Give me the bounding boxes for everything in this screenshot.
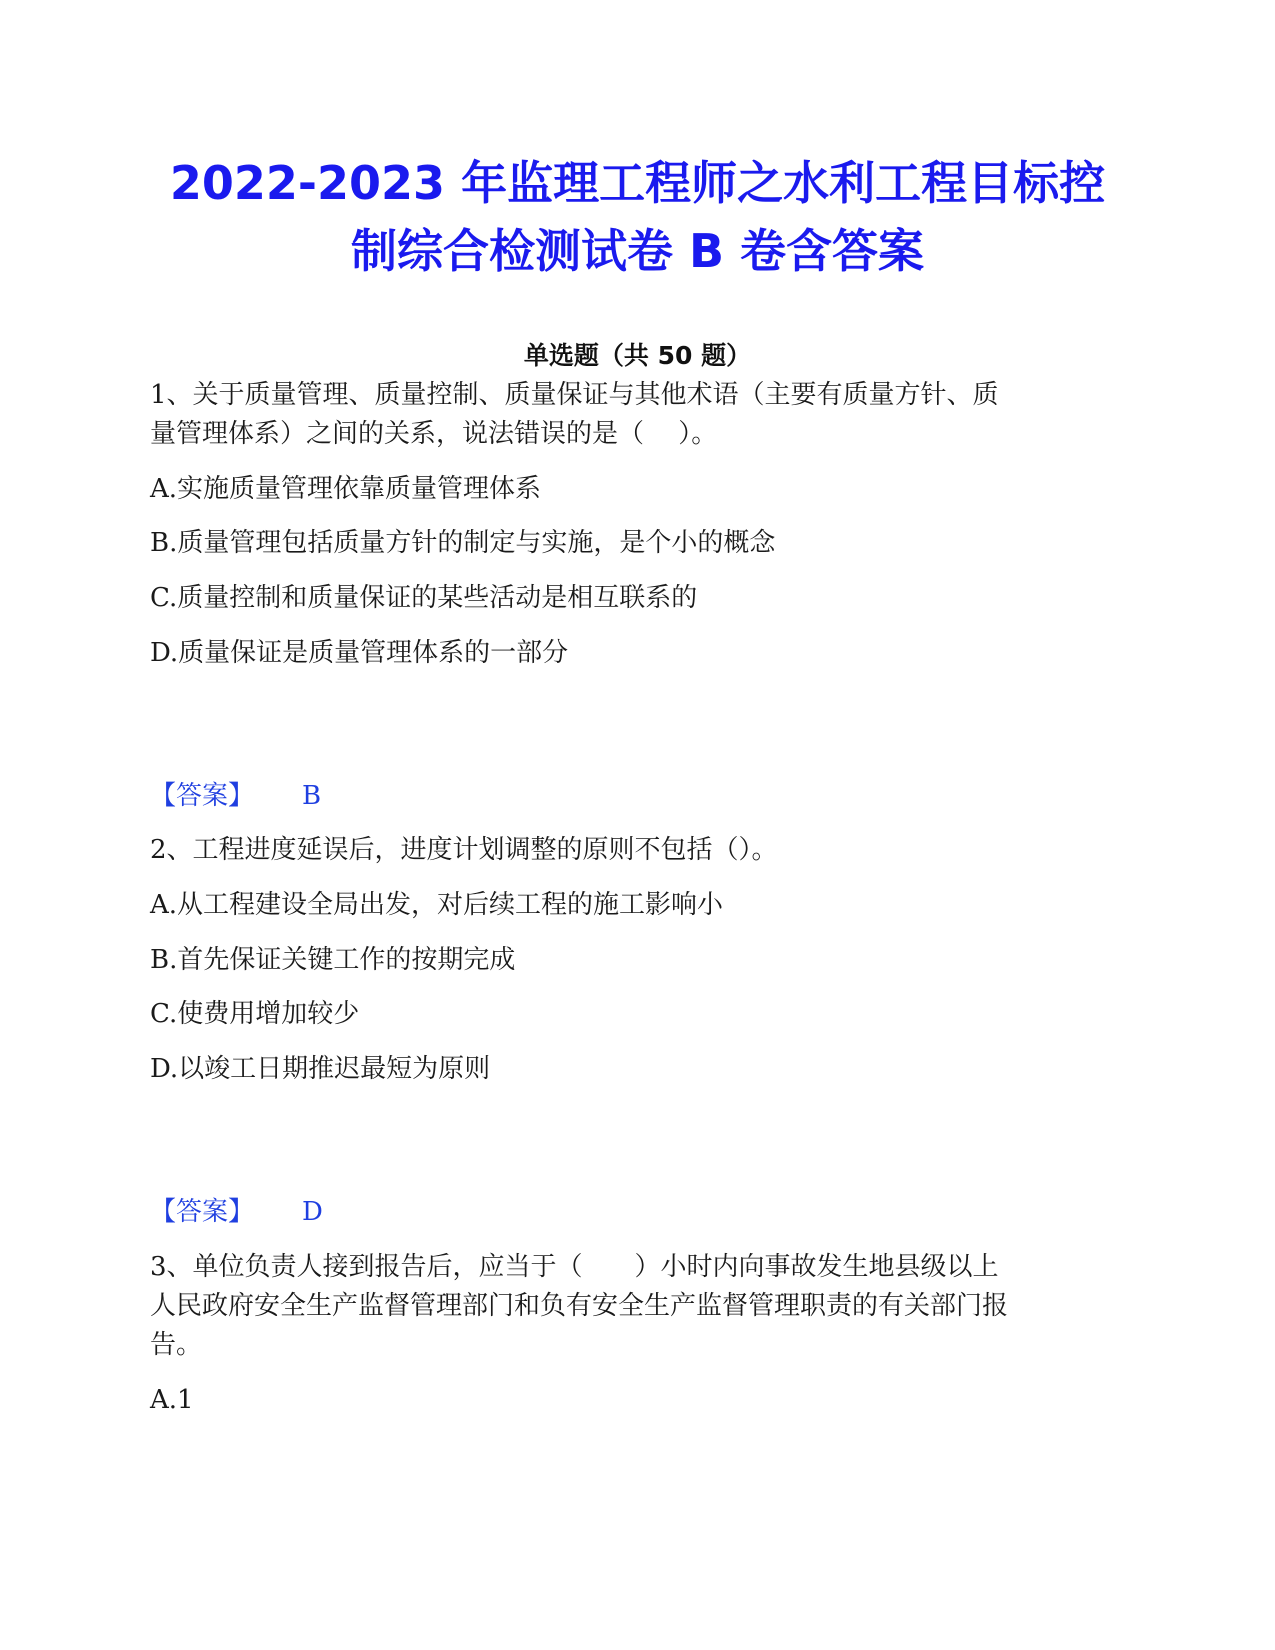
question-3-text-line-2: 人民政府安全生产监督管理部门和负有安全生产监督管理职责的有关部门报 [150,1291,1009,1321]
question-1-option-b: B.质量管理包括质量方针的制定与实施，是个小的概念 [150,528,776,558]
question-2-option-a: A.从工程建设全局出发，对后续工程的施工影响小 [150,890,724,920]
question-2-option-d: D.以竣工日期推迟最短为原则 [150,1054,491,1084]
question-1-answer [150,776,1130,816]
section-heading: 单选题（共 50 题） [523,341,752,370]
answer-value: D [302,1197,323,1227]
answer-value: B [302,781,322,811]
question-1-option-c: C.质量控制和质量保证的某些活动是相互联系的 [150,583,698,613]
question-2-text-line-1: 2、工程进度延误后，进度计划调整的原则不包括（）。 [150,835,778,865]
document-title-line-2: 制综合检测试卷 B 卷含答案 [350,224,925,278]
question-2-option-b: B.首先保证关键工作的按期完成 [150,945,516,975]
question-2-answer [150,1192,1130,1232]
answer-label: 【答案】 [150,1197,255,1227]
question-3-text-line-3: 告。 [150,1330,203,1360]
question-3-text-line-1: 3、单位负责人接到报告后，应当于（ ）小时内向事故发生地县级以上 [150,1252,999,1282]
document-title-line-1: 2022-2023 年监理工程师之水利工程目标控 [169,156,1106,210]
question-1-text-line-2: 量管理体系）之间的关系，说法错误的是（ ）。 [150,419,718,449]
question-3-option-a: A.1 [150,1385,194,1415]
question-1-text-line-1: 1、关于质量管理、质量控制、质量保证与其他术语（主要有质量方针、质 [150,380,999,410]
answer-label: 【答案】 [150,781,255,811]
question-2-option-c: C.使费用增加较少 [150,999,360,1029]
question-1-option-a: A.实施质量管理依靠质量管理体系 [150,474,542,504]
question-1-option-d: D.质量保证是质量管理体系的一部分 [150,638,569,668]
